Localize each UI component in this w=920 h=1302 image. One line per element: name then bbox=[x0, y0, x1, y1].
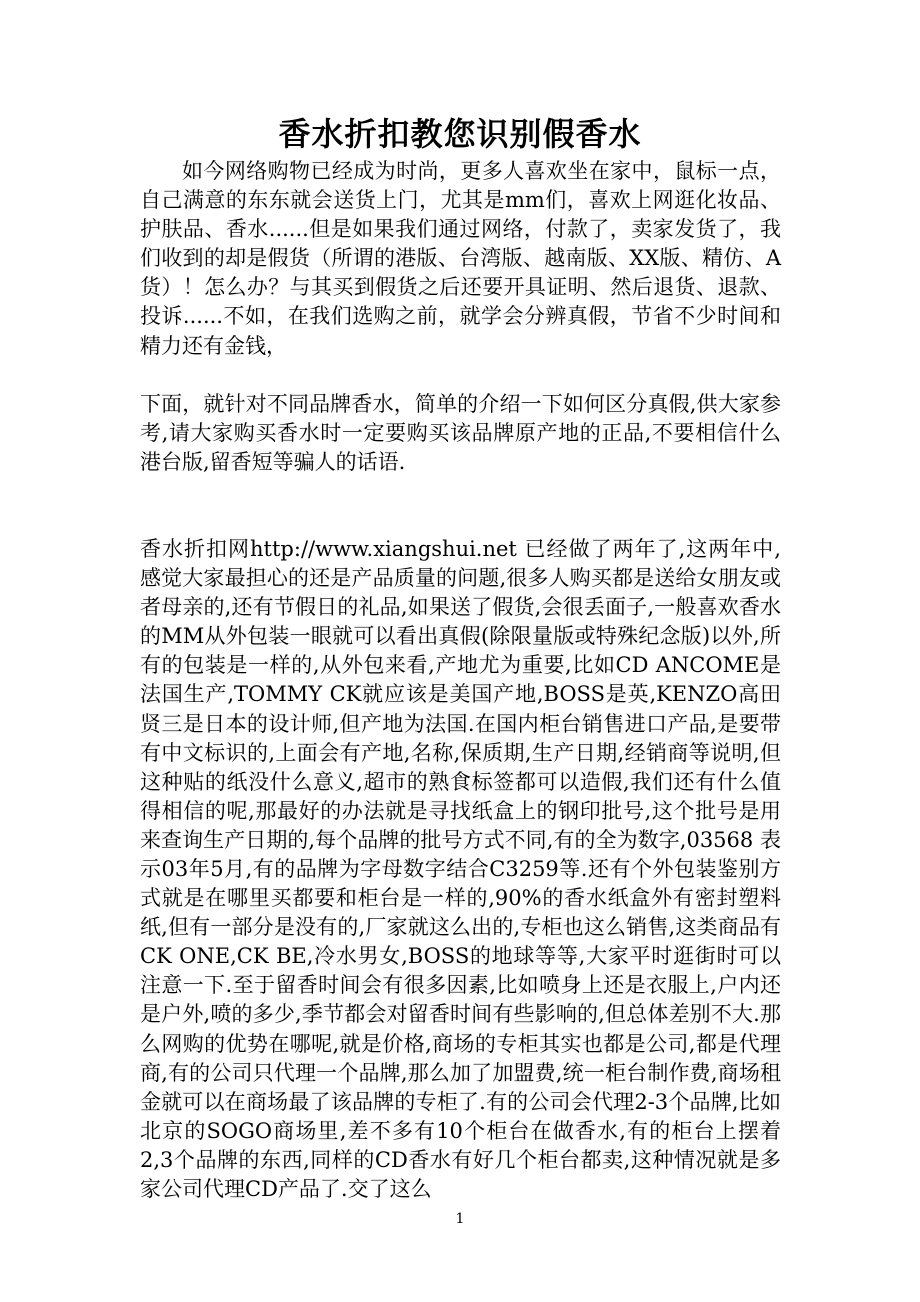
paragraph-brand-guide: 下面，就针对不同品牌香水，简单的介绍一下如何区分真假,供大家参考,请大家购买香水时一定要购买该品牌原产地的正品,不要相信什么港台版,留香短等骗人的话语. bbox=[140, 391, 781, 474]
page-number: 1 bbox=[455, 1211, 465, 1227]
paragraph-spacer bbox=[140, 361, 781, 390]
document-title: 香水折扣教您识别假香水 bbox=[278, 115, 642, 153]
paragraph-spacer bbox=[140, 477, 781, 535]
paragraph-main: 香水折扣网http://www.xiangshui.net 已经做了两年了,这两年中,感觉大家最担心的还是产品质量的问题,很多人购买都是送给女朋友或者母亲的,还有节假日的礼品,如果送了假货,会很丢面子,一般喜欢香水的MM从外包装一眼就可以看出真假(除限量版或特殊纪念版)以外,所有的包装是一样的,从外包来看,产地尤为重要,比如CD ANCOME是法国生产,TOMMY CK就应该是美国产地,BOSS是英,KENZO高田贤三是日本的设计师,但产地为法国.在国内柜台销售进口产品,是要带有中文标识的,上面会有产地,名称,保质期,生产日期,经销商等说明,但这种贴的纸没什么意义,超市的熟食标签都可以造假,我们还有什么值得相信的呢,那最好的办法就是寻找纸盒上的钢印批号,这个批号是用来查询生产日期的,每个品牌的批号方式不同,有的全为数字,03568 表示03年5月,有的品牌为字母数字结合C3259等.还有个外包装鉴别方式就是在哪里买都要和柜台是一样的,90%的香水纸盒外有密封塑料纸,但有一部分是没有的,厂家就这么出的,专柜也这么销售,这类商品有CK ONE,CK BE,冷水男女,BOSS的地球等等,大家平时逛街时可以注意一下.至于留香时间会有很多因素,比如喷身上还是衣服上,户内还是户外,喷的多少,季节都会对留香时间有些影响的,但总体差别不大.那么网购的优势在哪呢,就是价格,商场的专柜其实也都是公司,都是代理商,有的公司只代理一个品牌,那么加了加盟费,统一柜台制作费,商场租金就可以在商场最了该品牌的专柜了.有的公司会代理2-3个品牌,比如北京的SOGO商场里,差不多有10个柜台在做香水,有的柜台上摆着2,3个品牌的东西,同样的CD香水有好几个柜台都卖,这种情况就是多家公司代理CD产品了.交了这么 bbox=[140, 536, 781, 1201]
paragraph-intro: 如今网络购物已经成为时尚，更多人喜欢坐在家中，鼠标一点，自己满意的东东就会送货上门，尤其是mm们，喜欢上网逛化妆品、护肤品、香水......但是如果我们通过网络，付款了，卖家发货了，我们收到的却是假货（所谓的港版、台湾版、越南版、XX版、精仿、A货）！怎么办？与其买到假货之后还要开具证明、然后退货、退款、投诉......不如，在我们选购之前，就学会分辨真假，节省不少时间和精力还有金钱， bbox=[140, 159, 781, 358]
document-body bbox=[140, 157, 781, 1204]
